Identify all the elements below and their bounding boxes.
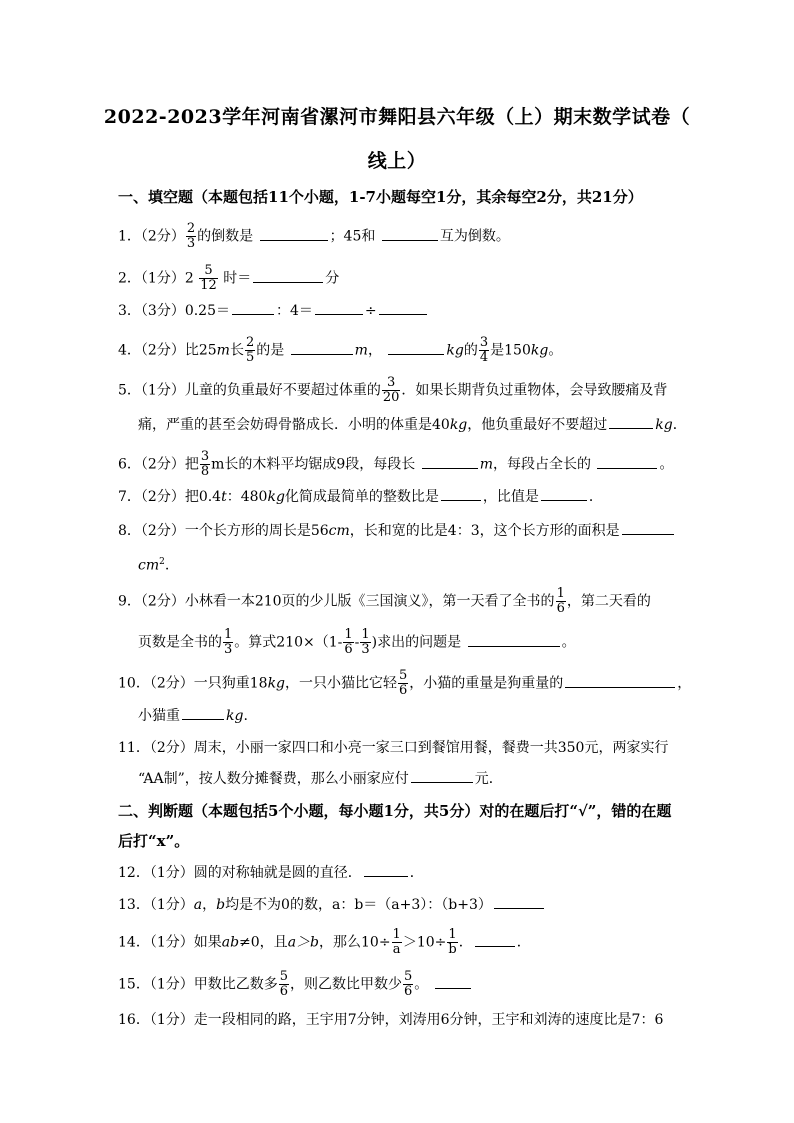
answer-blank[interactable]	[411, 768, 473, 783]
question-15: 15．（1分）甲数比乙数多 $\frac{5}{6}$ ，则乙数比甲数少 $\frac{5}{6}$ 。	[118, 970, 473, 999]
answer-blank[interactable]	[253, 268, 323, 283]
fraction: $\frac{3}{4}$	[479, 335, 489, 365]
question-3: 3．（3分）0.25＝ ：4＝ ÷	[118, 300, 429, 321]
exam-title-line2: 线上）	[367, 150, 427, 172]
fraction: $\frac{5}{6}$	[279, 969, 289, 999]
answer-blank[interactable]	[494, 894, 544, 909]
answer-blank[interactable]	[364, 862, 408, 877]
answer-blank[interactable]	[422, 454, 478, 469]
fraction: $\frac{1}{3}$	[224, 627, 233, 657]
answer-blank[interactable]	[382, 226, 438, 241]
fraction: $\frac{3}{20}$	[382, 375, 400, 405]
answer-blank[interactable]	[291, 340, 353, 355]
fraction: $\frac{1}{6}$	[344, 627, 353, 657]
question-7: 7．（2分）把0.4t：480kg化简成最简单的整数比是 ，比值是 ．	[118, 486, 603, 507]
fraction: $\frac{1}{b}$	[448, 927, 457, 957]
question-1: 1．（2分） $\frac{2}{3}$ 的倒数是 ；45和 互为倒数。	[118, 221, 510, 251]
section1-heading: 一、填空题（本题包括11个小题，1-7小题每空1分，其余每空2分，共21分）	[118, 188, 643, 206]
question-11: 11．（2分）周末，小丽一家四口和小亮一家三口到餐馆用餐，餐费一共350元，两家实行	[118, 740, 669, 756]
question-6: 6．（2分）把 $\frac{3}{8}$ m长的木料平均锯成9段，每段长 m，每段占全长的 。	[118, 449, 674, 479]
answer-blank[interactable]	[260, 226, 328, 241]
fraction: $\frac{1}{a}$	[392, 927, 401, 957]
exam-title-line1: 2022-2023学年河南省漯河市舞阳县六年级（上）期末数学试卷（	[103, 106, 691, 128]
question-8: 8．（2分）一个长方形的周长是56cm，长和宽的比是4：3，这个长方形的面积是	[118, 520, 676, 541]
answer-blank[interactable]	[622, 520, 674, 535]
fraction: $\frac{1}{6}$	[556, 586, 565, 616]
fraction: $\frac{2}{5}$	[245, 335, 255, 365]
answer-blank[interactable]	[609, 414, 653, 429]
question-2: 2．（1分）2 $\frac{5}{12}$ 时＝ 分	[118, 263, 340, 293]
question-8-line2: $cm^2$.	[138, 557, 170, 574]
answer-blank[interactable]	[565, 673, 675, 688]
fraction: $\frac{1}{3}$	[361, 627, 370, 657]
answer-blank[interactable]	[441, 486, 481, 501]
question-13: 13．（1分）a，b均是不为0的数，a：b＝（a+3）：（b+3）	[118, 894, 546, 915]
answer-blank[interactable]	[232, 300, 274, 315]
fraction: $\frac{5}{6}$	[404, 969, 413, 999]
question-10: 10．（2分）一只狗重18kg，一只小猫比它轻 $\frac{5}{6}$ ，小猫的重量是狗重量的 ，	[118, 668, 692, 698]
question-12: 12．（1分）圆的对称轴就是圆的直径． ．	[118, 862, 424, 883]
section2-heading-line2: 后打“x”。	[118, 832, 190, 850]
fraction: $\frac{5}{12}$	[200, 263, 217, 293]
question-4: 4．（2分）比25m长 $\frac{2}{5}$ 的是 m， kg的 $\frac{3}{4}$ 是150kg。	[118, 335, 563, 365]
answer-blank[interactable]	[315, 300, 363, 315]
answer-blank[interactable]	[435, 974, 471, 989]
question-5-line2: 痛，严重的甚至会妨碍骨骼成长．小明的体重是40kg，他负重最好不要超过 kg．	[138, 414, 687, 435]
answer-blank[interactable]	[182, 705, 224, 720]
question-9-line2: 页数是全书的 $\frac{1}{3}$ 。算式210×（1- $\frac{1}{6}$ - $\frac{1}{3}$ )求出的问题是 。	[138, 627, 576, 657]
answer-blank[interactable]	[475, 932, 515, 947]
question-9: 9．（2分）小林看一本210页的少儿版《三国演义》，第一天看了全书的 $\frac{1}{6}$ ，第二天看的	[118, 586, 651, 616]
answer-blank[interactable]	[388, 340, 444, 355]
fraction: $\frac{3}{8}$	[200, 449, 210, 479]
answer-blank[interactable]	[468, 632, 560, 647]
fraction: $\frac{5}{6}$	[399, 668, 408, 698]
question-10-line2: 小猫重 kg.	[138, 705, 248, 726]
answer-blank[interactable]	[541, 486, 587, 501]
section2-heading-line1: 二、判断题（本题包括5个小题，每小题1分，共5分）对的在题后打“√”，错的在题	[118, 802, 672, 820]
question-11-line2: “AA制”，按人数分摊餐费，那么小丽家应付 元．	[138, 768, 503, 789]
answer-blank[interactable]	[597, 454, 657, 469]
question-5: 5．（1分）儿童的负重最好不要超过体重的 $\frac{3}{20}$ ．如果长期背负过重物体，会导致腰痛及背	[118, 375, 668, 405]
question-16: 16．（1分）走一段相同的路，王宇用7分钟，刘涛用6分钟，王宇和刘涛的速度比是7：6	[118, 1012, 664, 1028]
question-14: 14．（1分）如果ab≠0，且a＞b，那么10÷ $\frac{1}{a}$ ＞10÷ $\frac{1}{b}$ ． ．	[118, 927, 531, 957]
fraction: $\frac{2}{3}$	[186, 221, 196, 251]
answer-blank[interactable]	[379, 300, 427, 315]
